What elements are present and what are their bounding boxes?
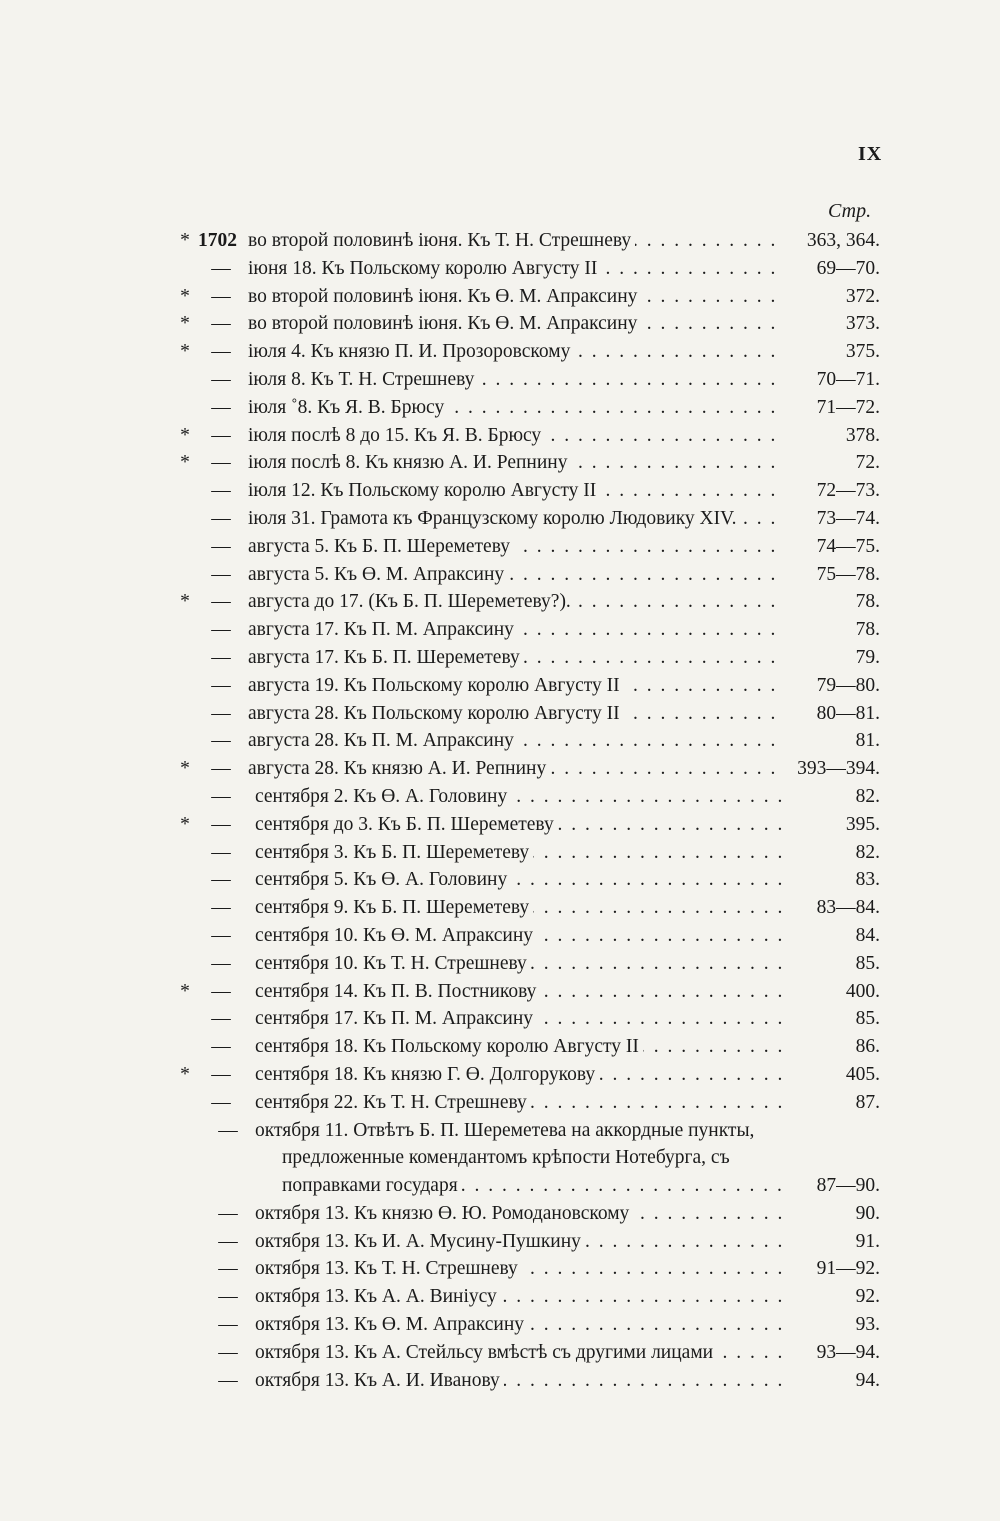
toc-entry	[0, 366, 1000, 394]
entry-text	[255, 1228, 785, 1256]
entry-description: сентября 10. Къ Ө. М. Апраксину	[255, 925, 537, 946]
ditto-dash: —	[211, 535, 231, 557]
toc-entry	[0, 1089, 1000, 1117]
entry-text	[282, 1172, 785, 1200]
page-reference: 80—81.	[816, 702, 880, 724]
entry-description: во второй половинѣ іюня. Къ Ө. М. Апраксину	[248, 313, 641, 334]
entry-description: октября 13. Къ А. И. Иванову	[255, 1370, 504, 1391]
toc-entry	[0, 644, 1000, 672]
asterisk-mark: *	[180, 313, 190, 335]
ditto-dash: —	[211, 952, 231, 974]
ditto-dash: —	[218, 1202, 238, 1224]
ditto-dash: —	[211, 674, 231, 696]
toc-entry	[0, 533, 1000, 561]
ditto-dash: —	[211, 285, 231, 307]
toc-entry	[0, 588, 1000, 616]
entry-description: сентября 9. Къ Б. П. Шереметеву	[255, 897, 533, 918]
entry-description: іюля 12. Къ Польскому королю Августу II	[248, 480, 600, 501]
toc-entry	[0, 1200, 1000, 1228]
entry-text	[248, 338, 785, 366]
entry-description: предложенные комендантомъ крѣпости Нотебурга, съ	[282, 1147, 734, 1168]
entry-text	[248, 394, 785, 422]
page-reference: 372.	[845, 285, 880, 307]
page-reference: 405.	[845, 1063, 880, 1085]
page-reference: 378.	[845, 424, 880, 446]
page-reference: 86.	[855, 1036, 880, 1058]
page-number: IX	[858, 143, 883, 165]
page-reference: 373.	[845, 313, 880, 335]
ditto-dash: —	[211, 313, 231, 335]
toc-entry	[0, 338, 1000, 366]
toc-entry	[0, 950, 1000, 978]
asterisk-mark: *	[180, 424, 190, 446]
page-reference: 78.	[855, 591, 880, 613]
ditto-dash: —	[211, 841, 231, 863]
entry-text	[255, 1311, 785, 1339]
toc-entry	[0, 1005, 1000, 1033]
entry-text	[248, 477, 785, 505]
entry-text	[248, 422, 785, 450]
ditto-dash: —	[211, 646, 231, 668]
toc-entry	[0, 1228, 1000, 1256]
ditto-dash: —	[211, 702, 231, 724]
toc-entry	[0, 394, 1000, 422]
page-reference: 72—73.	[816, 480, 880, 502]
ditto-dash: —	[218, 1286, 238, 1308]
page-reference: 79—80.	[816, 674, 880, 696]
entry-description: августа до 17. (Къ Б. П. Шереметеву?).	[248, 591, 575, 612]
toc-entry	[0, 1367, 1000, 1395]
entry-description: октября 13. Къ князю Ө. Ю. Ромодановскому	[255, 1203, 633, 1224]
toc-entry	[0, 700, 1000, 728]
entry-text	[248, 588, 785, 616]
entry-description: сентября 3. Къ Б. П. Шереметеву	[255, 842, 533, 863]
toc-entry	[0, 1255, 1000, 1283]
entry-description: сентября до 3. Къ Б. П. Шереметеву	[255, 814, 558, 835]
entry-text	[282, 1144, 785, 1172]
ditto-dash: —	[211, 591, 231, 613]
page-reference: 75—78.	[816, 563, 880, 585]
toc-entry	[0, 477, 1000, 505]
entry-description: сентября 5. Къ Ө. А. Головину	[255, 869, 511, 890]
entry-text	[248, 283, 785, 311]
ditto-dash: —	[211, 785, 231, 807]
toc-entry	[0, 255, 1000, 283]
toc-entry	[0, 1144, 1000, 1172]
entry-description: іюля 4. Къ князю П. И. Прозоровскому	[248, 341, 574, 362]
asterisk-mark: *	[180, 452, 190, 474]
toc-entry	[0, 1033, 1000, 1061]
entry-description: іюля ˚8. Къ Я. В. Брюсу	[248, 397, 448, 418]
entry-text	[255, 1200, 785, 1228]
asterisk-mark: *	[180, 980, 190, 1002]
page-reference: 84.	[855, 924, 880, 946]
entry-text	[255, 978, 785, 1006]
entry-text	[248, 227, 785, 255]
ditto-dash: —	[211, 813, 231, 835]
entry-description: сентября 14. Къ П. В. Постникову	[255, 981, 540, 1002]
entry-text	[248, 505, 785, 533]
toc-entry	[0, 1283, 1000, 1311]
ditto-dash: —	[211, 257, 231, 279]
entry-text	[255, 1117, 785, 1145]
entry-description: іюля послѣ 8. Къ князю А. И. Репнину	[248, 452, 571, 473]
toc-entry	[0, 1117, 1000, 1145]
entry-description: августа 5. Къ Ө. М. Апраксину	[248, 564, 508, 585]
toc-entry	[0, 310, 1000, 338]
ditto-dash: —	[218, 1341, 238, 1363]
ditto-dash: —	[211, 869, 231, 891]
page-reference: 93—94.	[816, 1341, 880, 1363]
toc-entry	[0, 561, 1000, 589]
entry-text	[248, 255, 785, 283]
ditto-dash: —	[211, 730, 231, 752]
entry-description: іюля 8. Къ Т. Н. Стрешневу	[248, 369, 478, 390]
toc-entry	[0, 922, 1000, 950]
ditto-dash: —	[211, 1008, 231, 1030]
entry-description: сентября 18. Къ князю Г. Ө. Долгорукову	[255, 1064, 599, 1085]
toc-entry	[0, 1061, 1000, 1089]
asterisk-mark: *	[180, 285, 190, 307]
page-reference: 82.	[855, 785, 880, 807]
toc-entry	[0, 755, 1000, 783]
asterisk-mark: *	[180, 230, 190, 251]
asterisk-mark: *	[180, 1063, 190, 1085]
entry-description: сентября 10. Къ Т. Н. Стрешневу	[255, 953, 531, 974]
page-reference: 87.	[855, 1091, 880, 1113]
ditto-dash: —	[211, 396, 231, 418]
toc-entry	[0, 727, 1000, 755]
ditto-dash: —	[211, 563, 231, 585]
ditto-dash: —	[211, 1036, 231, 1058]
ditto-dash: —	[211, 1063, 231, 1085]
entry-description: августа 17. Къ Б. П. Шереметеву	[248, 647, 524, 668]
entry-description: октября 13. Къ Ө. М. Апраксину	[255, 1314, 528, 1335]
entry-text	[248, 533, 785, 561]
entry-text	[255, 783, 785, 811]
page-reference: 92.	[855, 1286, 880, 1308]
toc-entry	[0, 978, 1000, 1006]
page-reference: 94.	[855, 1369, 880, 1391]
asterisk-mark: *	[180, 341, 190, 363]
page-reference: 69—70.	[816, 257, 880, 279]
entry-text	[255, 1005, 785, 1033]
toc-entry	[0, 1311, 1000, 1339]
asterisk-mark: *	[180, 591, 190, 613]
entry-description: іюня 18. Къ Польскому королю Августу II	[248, 258, 601, 279]
entry-text	[248, 616, 785, 644]
ditto-dash: —	[211, 507, 231, 529]
ditto-dash: —	[211, 424, 231, 446]
entry-text	[248, 366, 785, 394]
ditto-dash: —	[211, 924, 231, 946]
page-reference: 85.	[855, 1008, 880, 1030]
page-reference: 393—394.	[797, 758, 880, 780]
ditto-dash: —	[211, 619, 231, 641]
page-reference: 93.	[855, 1314, 880, 1336]
page-reference: 72.	[855, 452, 880, 474]
entry-text	[248, 727, 785, 755]
entry-text	[255, 1089, 785, 1117]
entry-text	[255, 894, 785, 922]
ditto-dash: —	[211, 980, 231, 1002]
entry-text	[255, 866, 785, 894]
toc-entry	[0, 1172, 1000, 1200]
ditto-dash: —	[211, 452, 231, 474]
entry-description: августа 28. Къ князю А. И. Репнину	[248, 758, 550, 779]
ditto-dash: —	[211, 480, 231, 502]
entry-description: іюля 31. Грамота къ Французскому королю Людовику XIV.	[248, 508, 741, 529]
toc-entry	[0, 1339, 1000, 1367]
page-reference: 71—72.	[816, 396, 880, 418]
toc-entry	[0, 616, 1000, 644]
entry-description: сентября 17. Къ П. М. Апраксину	[255, 1008, 537, 1029]
entry-description: поправками государя	[282, 1175, 462, 1196]
ditto-dash: —	[218, 1230, 238, 1252]
entry-description: августа 19. Къ Польскому королю Августу II	[248, 675, 624, 696]
entry-text	[248, 561, 785, 589]
toc-entry	[0, 422, 1000, 450]
ditto-dash: —	[211, 1091, 231, 1113]
entry-text	[255, 1061, 785, 1089]
entry-text	[248, 310, 785, 338]
page-column-header: Стр.	[828, 200, 872, 222]
entry-text	[255, 922, 785, 950]
toc-entry	[0, 505, 1000, 533]
entry-description: октября 13. Къ А. Стейльсу вмѣстѣ съ другими лицами	[255, 1342, 717, 1363]
toc-entry	[0, 811, 1000, 839]
asterisk-mark: *	[180, 758, 190, 780]
ditto-dash: —	[218, 1258, 238, 1280]
entry-description: октября 13. Къ А. А. Виніусу	[255, 1286, 501, 1307]
toc-entry	[0, 449, 1000, 477]
entry-description: августа 28. Къ Польскому королю Августу II	[248, 703, 624, 724]
toc-entry	[0, 839, 1000, 867]
entry-text	[255, 839, 785, 867]
entry-text	[255, 1339, 785, 1367]
entry-text	[255, 1255, 785, 1283]
page-reference: 375.	[845, 341, 880, 363]
entry-description: августа 5. Къ Б. П. Шереметеву	[248, 536, 514, 557]
ditto-dash: —	[218, 1119, 238, 1141]
entry-description: августа 17. Къ П. М. Апраксину	[248, 619, 518, 640]
ditto-dash: —	[211, 758, 231, 780]
table-of-contents	[0, 227, 1000, 1394]
ditto-dash: —	[211, 897, 231, 919]
ditto-dash: —	[218, 1314, 238, 1336]
page-reference: 74—75.	[816, 535, 880, 557]
toc-entry	[0, 672, 1000, 700]
year-label: 1702	[198, 230, 237, 251]
page-reference: 87—90.	[816, 1175, 880, 1197]
page-reference: 82.	[855, 841, 880, 863]
ditto-dash: —	[211, 341, 231, 363]
entry-description: октября 11. Отвѣтъ Б. П. Шереметева на аккордные пункты,	[255, 1120, 758, 1141]
entry-description: августа 28. Къ П. М. Апраксину	[248, 730, 518, 751]
page-reference: 78.	[855, 619, 880, 641]
entry-text	[248, 700, 785, 728]
page-reference: 81.	[855, 730, 880, 752]
entry-text	[248, 644, 785, 672]
entry-text	[255, 1283, 785, 1311]
toc-entry	[0, 227, 1000, 255]
entry-description: во второй половинѣ іюня. Къ Ө. М. Апраксину	[248, 286, 641, 307]
page-reference: 83.	[855, 869, 880, 891]
page-reference: 85.	[855, 952, 880, 974]
entry-text	[248, 449, 785, 477]
ditto-dash: —	[211, 368, 231, 390]
toc-entry	[0, 783, 1000, 811]
page-reference: 90.	[855, 1202, 880, 1224]
entry-description: сентября 2. Къ Ө. А. Головину	[255, 786, 511, 807]
entry-text	[248, 755, 785, 783]
asterisk-mark: *	[180, 813, 190, 835]
page-reference: 70—71.	[816, 368, 880, 390]
page-reference: 400.	[845, 980, 880, 1002]
page-reference: 91—92.	[816, 1258, 880, 1280]
entry-description: сентября 22. Къ Т. Н. Стрешневу	[255, 1092, 531, 1113]
entry-description: октября 13. Къ Т. Н. Стрешневу	[255, 1258, 522, 1279]
page-reference: 395.	[845, 813, 880, 835]
page-reference: 79.	[855, 646, 880, 668]
page-reference: 73—74.	[816, 507, 880, 529]
entry-text	[248, 672, 785, 700]
entry-description: октября 13. Къ И. А. Мусину-Пушкину	[255, 1231, 585, 1252]
ditto-dash: —	[218, 1369, 238, 1391]
entry-description: во второй половинѣ іюня. Къ Т. Н. Стрешневу	[248, 230, 635, 251]
page-reference: 91.	[855, 1230, 880, 1252]
toc-entry	[0, 283, 1000, 311]
toc-entry	[0, 894, 1000, 922]
entry-text	[255, 950, 785, 978]
page-reference: 363, 364.	[806, 230, 880, 251]
entry-text	[255, 811, 785, 839]
entry-description: іюля послѣ 8 до 15. Къ Я. В. Брюсу	[248, 425, 545, 446]
entry-description: сентября 18. Къ Польскому королю Августу II	[255, 1036, 643, 1057]
page-reference: 83—84.	[816, 897, 880, 919]
toc-entry	[0, 866, 1000, 894]
entry-text	[255, 1033, 785, 1061]
entry-text	[255, 1367, 785, 1395]
